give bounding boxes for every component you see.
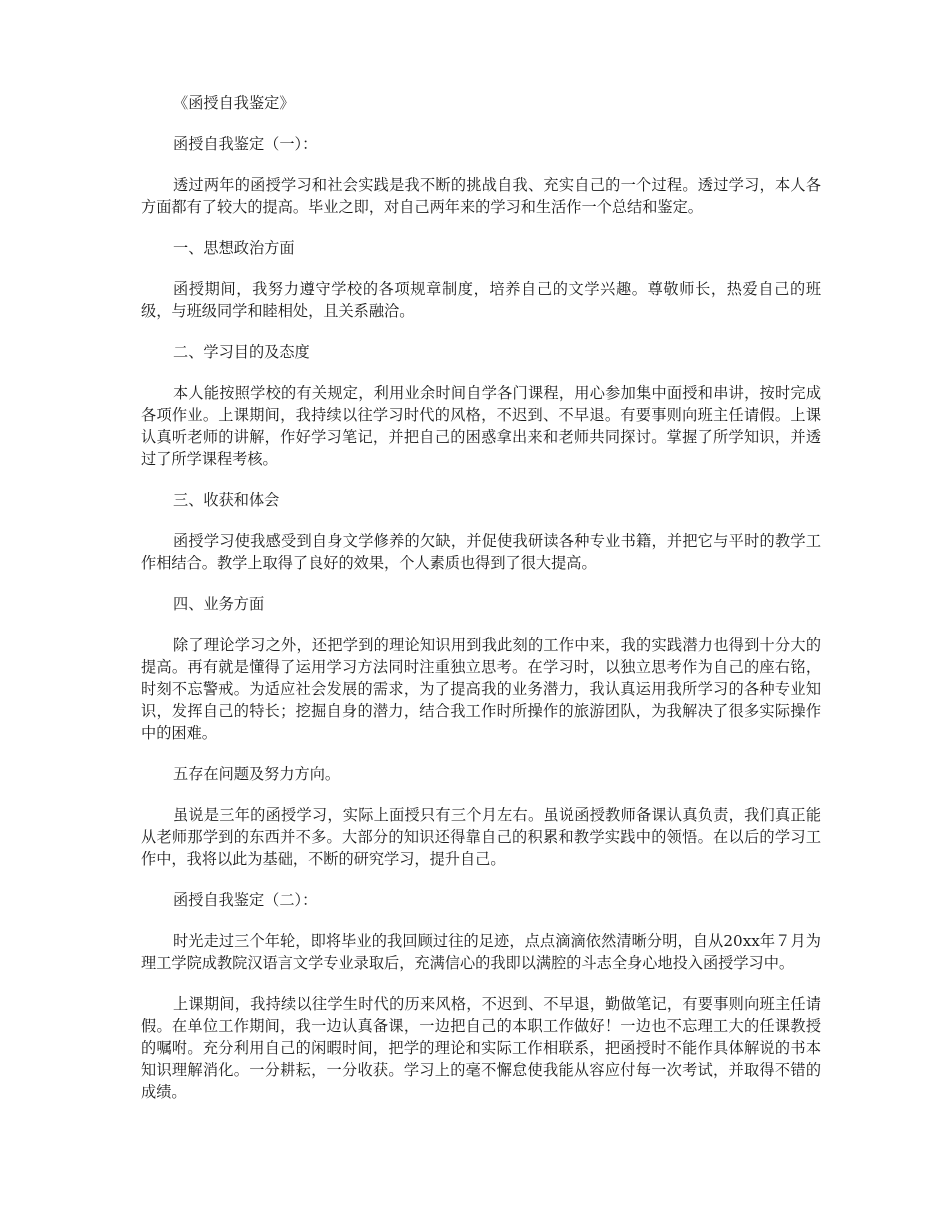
section-heading: 函授自我鉴定（一）： [173,135,318,153]
paragraph: 上课期间，我持续以往学生时代的历来风格，不迟到、不早退，勤做笔记，有要事则向班主任请假。在单位工作期间，我一边认真备课，一边把自己的本职工作做好！一边也不忘理工大的任课教授的嘱咐。充分利用自己的闲暇时间，把学的理论和实际工作相联系，把函授时不能作具体解说的书本知识理解消化。一分耕耘，一分收获。学习上的毫不懈怠使我能从容应付每一次考试，并取得不错的成绩。 [141,995,821,1101]
paragraph: 函授学习使我感受到自身文学修养的欠缺，并促使我研读各种专业书籍，并把它与平时的教学工作相结合。教学上取得了良好的效果，个人素质也得到了很大提高。 [141,532,821,572]
paragraph: 时光走过三个年轮，即将毕业的我回顾过往的足迹，点点滴滴依然清晰分明，自从20xx年７月为理工学院成教院汉语言文学专业录取后，充满信心的我即以满腔的斗志全身心地投入函授学习中。 [141,932,821,972]
paragraph: 除了理论学习之外，还把学到的理论知识用到我此刻的工作中来，我的实践潜力也得到十分大的提高。再有就是懂得了运用学习方法同时注重独立思考。在学习时，以独立思考作为自己的座右铭，时刻不忘警戒。为适应社会发展的需求，为了提高我的业务潜力，我认真运用我所学习的各种专业知识，发挥自己的特长；挖掘自身的潜力，结合我工作时所操作的旅游团队，为我解决了很多实际操作中的困难。 [141,636,821,742]
section-heading: 函授自我鉴定（二）： [173,891,318,909]
paragraph: 透过两年的函授学习和社会实践是我不断的挑战自我、充实自己的一个过程。透过学习，本人各方面都有了较大的提高。毕业之即，对自己两年来的学习和生活作一个总结和鉴定。 [141,176,821,216]
document-title: 《函授自我鉴定》 [173,94,295,112]
paragraph: 本人能按照学校的有关规定，利用业余时间自学各门课程，用心参加集中面授和串讲，按时完成各项作业。上课期间，我持续以往学习时代的风格，不迟到、不早退。有要事则向班主任请假。上课认真听老师的讲解，作好学习笔记，并把自己的困惑拿出来和老师共同探讨。掌握了所学知识，并透过了所学课程考核。 [141,384,821,468]
document-page [141,92,821,1122]
paragraph: 函授期间，我努力遵守学校的各项规章制度，培养自己的文学兴趣。尊敬师长，热爱自己的班级，与班级同学和睦相处，且关系融洽。 [141,280,821,320]
section-heading: 三、收获和体会 [173,491,280,509]
section-heading: 二、学习目的及态度 [173,343,310,361]
section-heading: 一、思想政治方面 [173,239,295,257]
paragraph: 虽说是三年的函授学习，实际上面授只有三个月左右。虽说函授教师备课认真负责，我们真正能从老师那学到的东西并不多。大部分的知识还得靠自己的积累和教学实践中的领悟。在以后的学习工作中，我将以此为基础，不断的研究学习，提升自己。 [141,806,821,868]
section-heading: 四、业务方面 [173,595,265,613]
section-heading: 五存在问题及努力方向。 [173,765,341,783]
